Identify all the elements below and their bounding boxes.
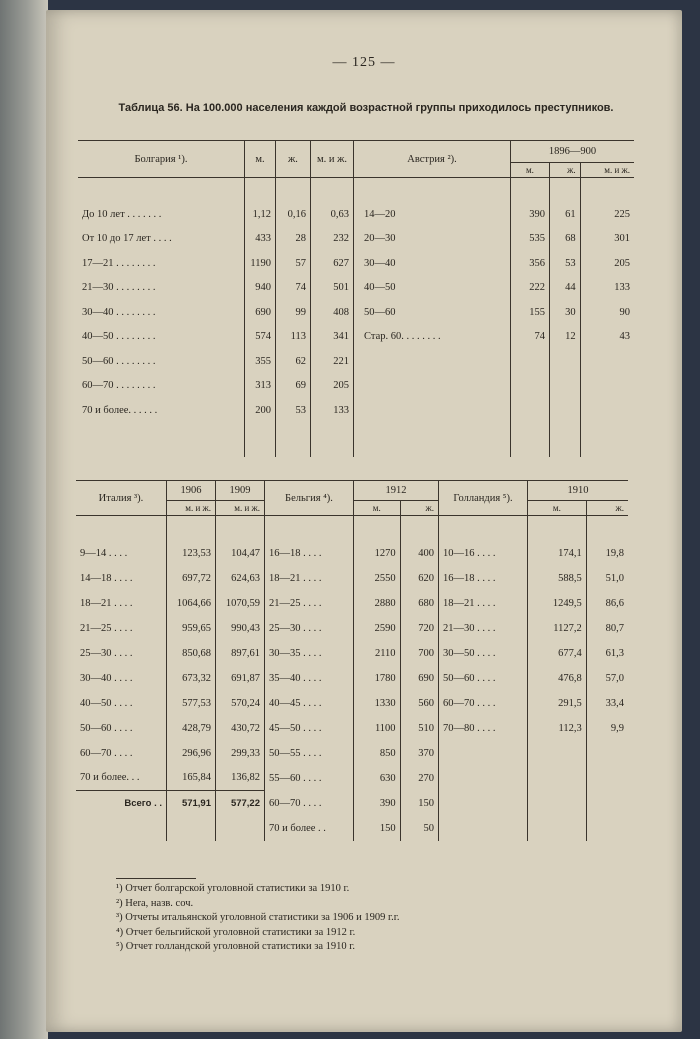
table-row <box>78 227 634 252</box>
book-page <box>46 10 682 1032</box>
italy-1909: 990,43 <box>216 616 265 641</box>
austria-m: 155 <box>511 300 550 325</box>
bulgaria-m: 200 <box>245 398 276 423</box>
holland-zh <box>586 766 628 791</box>
italy-1906: 959,65 <box>167 616 216 641</box>
italy-age: 21—25 . . . . <box>80 622 133 634</box>
austria-age <box>354 374 511 399</box>
footnotes <box>116 882 400 955</box>
italy-age: 60—70 . . . . <box>80 747 133 759</box>
table-row <box>76 666 628 691</box>
austria-period: 1896—900 <box>511 141 635 163</box>
austria-zh: 61 <box>549 202 580 227</box>
belgium-zh: 400 <box>400 541 438 566</box>
table-row <box>76 541 628 566</box>
italy-age: 30—40 . . . . <box>80 672 133 684</box>
belgium-year: 1912 <box>354 481 439 501</box>
holland-zh: 33,4 <box>586 691 628 716</box>
bulgaria-age: 40—50 . . . . . . . . <box>82 331 156 343</box>
austria-header: Австрия ²). <box>354 141 511 178</box>
italy-total-1909: 577,22 <box>216 791 265 816</box>
austria-zh <box>549 398 580 423</box>
table-bulgaria-austria <box>78 140 634 457</box>
holland-m: 174,1 <box>527 541 586 566</box>
austria-mizh <box>580 374 634 399</box>
belgium-age: 21—25 . . . . <box>265 591 354 616</box>
bulgaria-age: От 10 до 17 лет . . . . <box>82 233 172 245</box>
bulgaria-mizh: 205 <box>311 374 354 399</box>
belgium-age: 60—70 . . . . <box>265 791 354 816</box>
holland-m: 1249,5 <box>527 591 586 616</box>
austria-m <box>511 374 550 399</box>
bulgaria-zh: 62 <box>276 349 311 374</box>
austria-age <box>354 349 511 374</box>
holland-year: 1910 <box>527 481 628 501</box>
italy-age: 14—18 . . . . <box>80 572 133 584</box>
belgium-age: 35—40 . . . . <box>265 666 354 691</box>
belgium-zh: 720 <box>400 616 438 641</box>
italy-age: 25—30 . . . . <box>80 647 133 659</box>
belgium-m: 1780 <box>354 666 401 691</box>
belgium-zh: 680 <box>400 591 438 616</box>
austria-m: 74 <box>511 325 550 350</box>
belgium-age: 18—21 . . . . <box>265 566 354 591</box>
bulgaria-mizh: 221 <box>311 349 354 374</box>
austria-zh: 44 <box>549 276 580 301</box>
holland-m: 1127,2 <box>527 616 586 641</box>
table-row <box>78 398 634 423</box>
table-row <box>78 325 634 350</box>
belgium-age: 55—60 . . . . <box>265 766 354 791</box>
belgium-zh: 50 <box>400 816 438 841</box>
bulgaria-m: 1,12 <box>245 202 276 227</box>
bulgaria-zh: 74 <box>276 276 311 301</box>
table-row <box>78 423 634 457</box>
italy-1909: 570,24 <box>216 691 265 716</box>
table-row <box>78 276 634 301</box>
italy-1909: 691,87 <box>216 666 265 691</box>
table-row <box>78 349 634 374</box>
italy-year-1909: 1909 <box>216 481 265 501</box>
italy-1909: 299,33 <box>216 741 265 766</box>
italy-1906: 697,72 <box>167 566 216 591</box>
bulgaria-age: 30—40 . . . . . . . . <box>82 306 156 318</box>
holland-empty <box>527 791 586 816</box>
belgium-age: 16—18 . . . . <box>265 541 354 566</box>
holland-empty <box>527 816 586 841</box>
italy-1906: 673,32 <box>167 666 216 691</box>
bulgaria-m: 940 <box>245 276 276 301</box>
bulgaria-zh: 28 <box>276 227 311 252</box>
belgium-header: Бельгия ⁴). <box>265 481 354 516</box>
bulgaria-zh: 53 <box>276 398 311 423</box>
bulgaria-mizh: 0,63 <box>311 202 354 227</box>
table-caption: Таблица 56. На 100.000 населения каждой возрастной группы приходилось преступников. <box>118 102 614 114</box>
austria-mizh: 90 <box>580 300 634 325</box>
austria-age <box>354 398 511 423</box>
belgium-zh: 560 <box>400 691 438 716</box>
holland-zh: 61,3 <box>586 641 628 666</box>
bulgaria-mizh: 133 <box>311 398 354 423</box>
italy-total-label: Всего . . <box>76 791 167 816</box>
austria-mizh: 133 <box>580 276 634 301</box>
austria-zh: 12 <box>549 325 580 350</box>
bulgaria-zh: 0,16 <box>276 202 311 227</box>
italy-age: 50—60 . . . . <box>80 722 133 734</box>
austria-zh: 68 <box>549 227 580 252</box>
italy-1906: 1064,66 <box>167 591 216 616</box>
belgium-age: 45—50 . . . . <box>265 716 354 741</box>
austria-mizh: 301 <box>580 227 634 252</box>
belgium-m: 150 <box>354 816 401 841</box>
austria-zh <box>549 349 580 374</box>
bulgaria-col-mizh: м. и ж. <box>311 141 354 178</box>
italy-1906: 296,96 <box>167 741 216 766</box>
austria-age: 20—30 <box>354 227 511 252</box>
holland-age: 30—50 . . . . <box>438 641 527 666</box>
bulgaria-header: Болгария ¹). <box>78 141 245 178</box>
austria-m: 390 <box>511 202 550 227</box>
austria-sub-mizh: м. и ж. <box>580 163 634 178</box>
table-row <box>76 716 628 741</box>
holland-age: 18—21 . . . . <box>438 591 527 616</box>
austria-zh <box>549 374 580 399</box>
austria-m: 535 <box>511 227 550 252</box>
belgium-zh: 510 <box>400 716 438 741</box>
bulgaria-age: 17—21 . . . . . . . . <box>82 257 156 269</box>
italy-year-1906: 1906 <box>167 481 216 501</box>
holland-age: 70—80 . . . . <box>438 716 527 741</box>
belgium-zh: 690 <box>400 666 438 691</box>
austria-m <box>511 398 550 423</box>
italy-1906: 428,79 <box>167 716 216 741</box>
bulgaria-col-zh: ж. <box>276 141 311 178</box>
table-italy-belgium-holland <box>76 480 628 841</box>
table-row <box>76 691 628 716</box>
table-row <box>78 374 634 399</box>
holland-age <box>438 741 527 766</box>
bulgaria-zh: 113 <box>276 325 311 350</box>
bulgaria-m: 313 <box>245 374 276 399</box>
holland-sub-zh: ж. <box>586 501 628 516</box>
page-number: — 125 — <box>332 55 396 70</box>
holland-age: 60—70 . . . . <box>438 691 527 716</box>
holland-age: 50—60 . . . . <box>438 666 527 691</box>
holland-zh: 80,7 <box>586 616 628 641</box>
belgium-m: 2110 <box>354 641 401 666</box>
belgium-zh: 150 <box>400 791 438 816</box>
bulgaria-m: 574 <box>245 325 276 350</box>
holland-empty <box>438 816 527 841</box>
holland-empty <box>586 816 628 841</box>
table-row <box>76 591 628 616</box>
italy-1909: 897,61 <box>216 641 265 666</box>
austria-mizh: 205 <box>580 251 634 276</box>
italy-1909: 1070,59 <box>216 591 265 616</box>
italy-1906: 165,84 <box>167 766 216 791</box>
bulgaria-mizh: 341 <box>311 325 354 350</box>
belgium-sub-m: м. <box>354 501 401 516</box>
table-row <box>76 616 628 641</box>
italy-total-1906: 571,91 <box>167 791 216 816</box>
holland-m: 588,5 <box>527 566 586 591</box>
belgium-zh: 370 <box>400 741 438 766</box>
bulgaria-age: 60—70 . . . . . . . . <box>82 380 156 392</box>
belgium-m: 1270 <box>354 541 401 566</box>
bulgaria-zh: 57 <box>276 251 311 276</box>
bulgaria-age: 50—60 . . . . . . . . <box>82 355 156 367</box>
belgium-age: 25—30 . . . . <box>265 616 354 641</box>
italy-1909: 624,63 <box>216 566 265 591</box>
italy-age: 70 и более. . . <box>80 772 140 784</box>
bulgaria-col-m: м. <box>245 141 276 178</box>
holland-age: 10—16 . . . . <box>438 541 527 566</box>
holland-age: 16—18 . . . . <box>438 566 527 591</box>
belgium-m: 2550 <box>354 566 401 591</box>
belgium-zh: 620 <box>400 566 438 591</box>
italy-age: 40—50 . . . . <box>80 697 133 709</box>
belgium-m: 390 <box>354 791 401 816</box>
book-spine <box>0 0 48 1039</box>
footnote-2: ²) Hera, назв. соч. <box>116 897 194 909</box>
table-row <box>76 766 628 791</box>
holland-zh: 57,0 <box>586 666 628 691</box>
austria-mizh <box>580 349 634 374</box>
belgium-zh: 700 <box>400 641 438 666</box>
holland-m: 291,5 <box>527 691 586 716</box>
holland-age: 21—30 . . . . <box>438 616 527 641</box>
austria-m <box>511 349 550 374</box>
bulgaria-mizh: 232 <box>311 227 354 252</box>
austria-age: 50—60 <box>354 300 511 325</box>
footnote-3: ³) Отчеты итальянской уголовной статистики за 1906 и 1909 г.г. <box>116 912 400 923</box>
footnote-rule <box>116 878 196 879</box>
bulgaria-zh: 99 <box>276 300 311 325</box>
footnote-4: ⁴) Отчет бельгийской уголовной статистики за 1912 г. <box>116 926 356 938</box>
holland-sub-m: м. <box>527 501 586 516</box>
holland-age <box>438 766 527 791</box>
austria-age: 40—50 <box>354 276 511 301</box>
belgium-sub-zh: ж. <box>400 501 438 516</box>
table-row <box>76 641 628 666</box>
italy-header: Италия ³). <box>76 481 167 516</box>
austria-age: Стар. 60. . . . . . . . <box>354 325 511 350</box>
holland-zh: 51,0 <box>586 566 628 591</box>
total-row <box>76 791 628 816</box>
holland-zh: 9,9 <box>586 716 628 741</box>
holland-header: Голландия ⁵). <box>438 481 527 516</box>
italy-1906: 850,68 <box>167 641 216 666</box>
table-row <box>76 566 628 591</box>
italy-empty <box>167 816 216 841</box>
table-row <box>78 202 634 227</box>
italy-age: 18—21 . . . . <box>80 597 133 609</box>
bulgaria-zh: 69 <box>276 374 311 399</box>
austria-age: 14—20 <box>354 202 511 227</box>
belgium-m: 2880 <box>354 591 401 616</box>
bulgaria-age: До 10 лет . . . . . . . <box>82 208 162 220</box>
belgium-m: 1100 <box>354 716 401 741</box>
holland-m: 112,3 <box>527 716 586 741</box>
belgium-m: 1330 <box>354 691 401 716</box>
belgium-age: 40—45 . . . . <box>265 691 354 716</box>
belgium-zh: 270 <box>400 766 438 791</box>
italy-1906: 123,53 <box>167 541 216 566</box>
holland-m: 476,8 <box>527 666 586 691</box>
table-row <box>76 741 628 766</box>
bulgaria-m: 355 <box>245 349 276 374</box>
bulgaria-mizh: 408 <box>311 300 354 325</box>
bulgaria-age: 70 и более. . . . . . <box>82 404 158 416</box>
italy-1906: 577,53 <box>167 691 216 716</box>
holland-empty <box>438 791 527 816</box>
italy-1909: 136,82 <box>216 766 265 791</box>
table-row <box>78 300 634 325</box>
holland-m <box>527 741 586 766</box>
holland-empty <box>586 791 628 816</box>
bulgaria-m: 433 <box>245 227 276 252</box>
austria-mizh: 43 <box>580 325 634 350</box>
italy-empty <box>76 816 167 841</box>
austria-sub-m: м. <box>511 163 550 178</box>
austria-age: 30—40 <box>354 251 511 276</box>
footnote-5: ⁵) Отчет голландской уголовной статистики за 1910 г. <box>116 941 356 952</box>
italy-age: 9—14 . . . . <box>80 547 128 559</box>
holland-zh: 86,6 <box>586 591 628 616</box>
bulgaria-m: 690 <box>245 300 276 325</box>
holland-zh <box>586 741 628 766</box>
austria-m: 356 <box>511 251 550 276</box>
bulgaria-m: 1190 <box>245 251 276 276</box>
austria-sub-zh: ж. <box>549 163 580 178</box>
belgium-m: 630 <box>354 766 401 791</box>
holland-m <box>527 766 586 791</box>
belgium-age: 50—55 . . . . <box>265 741 354 766</box>
italy-1909: 430,72 <box>216 716 265 741</box>
belgium-age: 30—35 . . . . <box>265 641 354 666</box>
italy-1909: 104,47 <box>216 541 265 566</box>
belgium-age: 70 и более . . <box>265 816 354 841</box>
bulgaria-mizh: 627 <box>311 251 354 276</box>
austria-mizh: 225 <box>580 202 634 227</box>
italy-sub-1906: м. и ж. <box>167 501 216 516</box>
holland-zh: 19,8 <box>586 541 628 566</box>
italy-empty <box>216 816 265 841</box>
austria-zh: 30 <box>549 300 580 325</box>
bulgaria-age: 21—30 . . . . . . . . <box>82 282 156 294</box>
table-row <box>78 251 634 276</box>
table-row <box>76 816 628 841</box>
austria-m: 222 <box>511 276 550 301</box>
austria-mizh <box>580 398 634 423</box>
footnote-1: ¹) Отчет болгарской уголовной статистики за 1910 г. <box>116 883 350 894</box>
holland-m: 677,4 <box>527 641 586 666</box>
belgium-m: 2590 <box>354 616 401 641</box>
italy-sub-1909: м. и ж. <box>216 501 265 516</box>
austria-zh: 53 <box>549 251 580 276</box>
belgium-m: 850 <box>354 741 401 766</box>
bulgaria-mizh: 501 <box>311 276 354 301</box>
